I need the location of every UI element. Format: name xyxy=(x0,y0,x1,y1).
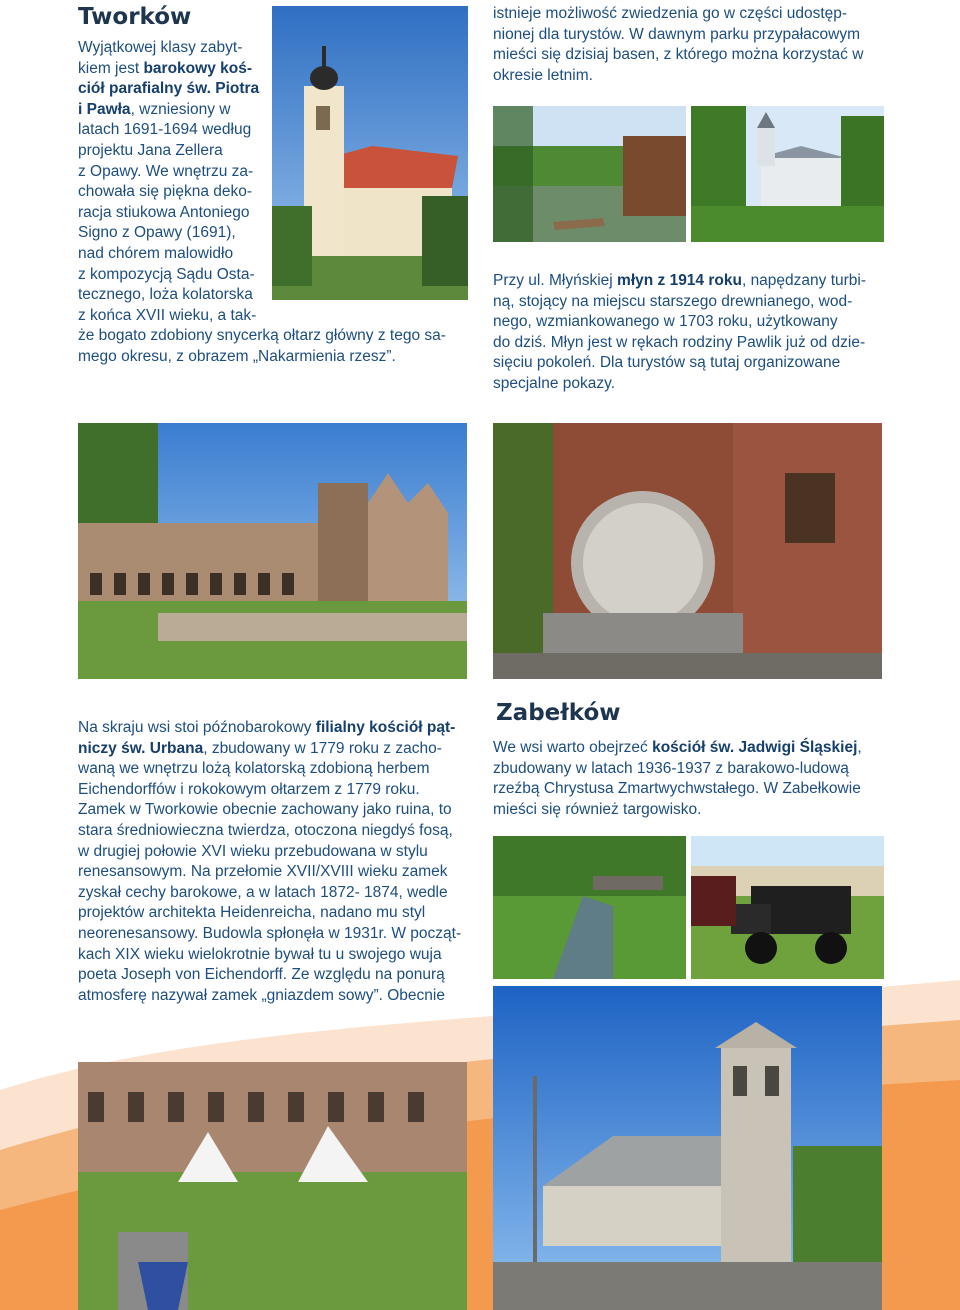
mill-paragraph: Przy ul. Młyńskiej młyn z 1914 roku, napędzany turbi- ną, stojący na miejscu starszego drewnianego, wod- nego, wzmiankowanego w 1703 roku, użytkowany do dziś. Młyn jest w rękach rodziny Pawlik już od dzie- sięciu pokoleń. Dla turystów są tutaj organizowane specjalne pokazy. xyxy=(493,272,867,392)
photo-water-wheel xyxy=(493,423,882,679)
section-title-zabelkow: Zabełków xyxy=(496,700,621,726)
photo-zabelkow-church xyxy=(493,986,882,1310)
photo-white-church-trees xyxy=(691,106,884,242)
continued-paragraph: istnieje możliwość zwiedzenia go w części udostęp- nionej dla turystów. W dawnym parku przypałacowym mieści się dzisiaj basen, z którego można korzystać w okresie letnim. xyxy=(493,5,864,84)
section-title-tworkow: Tworków xyxy=(78,4,192,30)
photo-knights-tournament xyxy=(78,1062,467,1310)
zabelkow-paragraph: We wsi warto obejrzeć kościół św. Jadwigi Śląskiej, zbudowany w latach 1936-1937 z barakowo-ludową rzeźbą Chrystusa Zmartwychwstałego. W Zabełkowie mieści się również targowisko. xyxy=(493,739,862,818)
photo-baroque-church xyxy=(272,6,468,300)
photo-vintage-car xyxy=(691,836,884,979)
castle-paragraph: Na skraju wsi stoi późnobarokowy filialny kościół pąt- niczy św. Urbana, zbudowany w 1779 roku z zacho- waną we wnętrzu lożą kolatorską zdobioną herbem Eichendorffów i rokokowym ołtarzem z 1779 roku. Zamek w Tworkowie obecnie zachowany jako ruina, to stara średniowieczna twierdza, otoczona niegdyś fosą, w drugiej połowie XVI wieku przebudowana w stylu renesansowym. Na przełomie XVII/XVIII wieku zamek zyskał cechy barokowe, a w latach 1872- 1874, wedle projektów architekta Heidenreicha, nadano mu styl neorenesansowy. Budowla spłonęła w 1931r. W począt- kach XIX wieku wielokrotnie bywał tu u swojego wuja poeta Joseph von Eichendorff. Ze względu na ponurą atmosferę nazywał zamek „gniazdem sowy”. Obecnie xyxy=(78,719,462,1004)
photo-park-pond xyxy=(493,106,686,242)
photo-castle-ruin xyxy=(78,423,467,679)
photo-stream xyxy=(493,836,686,979)
church-paragraph: Wyjątkowej klasy zabyt- kiem jest barokowy koś- ciół parafialny św. Piotra i Pawła, wzniesiony w latach 1691-1694 według projektu Jana Zellera z Opawy. We wnętrzu za- chowała się piękna deko- racja stiukowa Antoniego Signo z Opawy (1691), nad chórem malowidło z kompozycją Sądu Osta- tecznego, loża kolatorska z końca XVII wieku, a tak- że bogato zdobiony snycerką ołtarz główny z tego sa- mego okresu, z obrazem „Nakarmienia rzesz”. xyxy=(78,39,446,365)
